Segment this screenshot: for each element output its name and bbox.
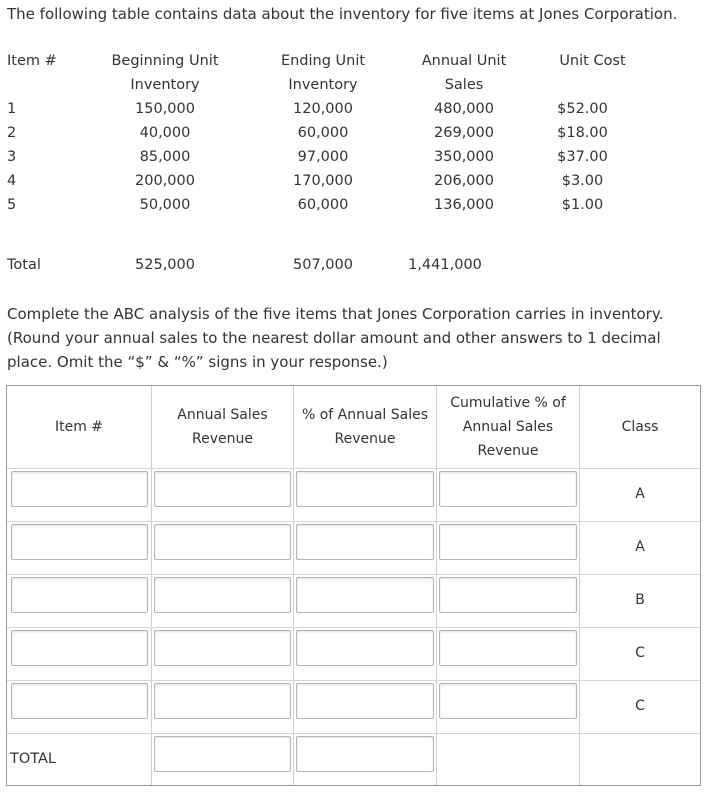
- class-label: C: [635, 645, 645, 661]
- revenue-input[interactable]: [154, 471, 291, 507]
- revenue-input[interactable]: [154, 683, 291, 719]
- grid-header-pct-line2: Revenue: [334, 431, 396, 447]
- header-ending-line1: Ending Unit: [280, 53, 366, 69]
- grid-header-cumulative: [437, 386, 579, 468]
- grid-divider: [7, 733, 700, 734]
- row-annual: 136,000: [434, 197, 494, 213]
- total-beginning: 525,000: [135, 257, 195, 273]
- revenue-input[interactable]: [154, 524, 291, 560]
- row-annual: 480,000: [434, 101, 494, 117]
- class-label: A: [635, 539, 645, 555]
- grid-divider: [7, 574, 700, 575]
- row-unit-cost: $18.00: [557, 125, 608, 141]
- grid-header-pct: [294, 386, 436, 468]
- cumulative-input[interactable]: [439, 630, 577, 666]
- grid-header-revenue-line1: Annual Sales: [177, 407, 268, 423]
- pct-input[interactable]: [296, 630, 434, 666]
- pct-input[interactable]: [296, 524, 434, 560]
- row-item: 5: [7, 197, 17, 213]
- row-ending: 60,000: [297, 197, 349, 213]
- cumulative-input[interactable]: [439, 524, 577, 560]
- row-ending: 97,000: [297, 149, 349, 165]
- header-beginning-line2: Inventory: [130, 77, 200, 93]
- grid-total-label: TOTAL: [10, 751, 56, 767]
- grid-header-cum-line3: Revenue: [477, 443, 539, 459]
- intro-text: The following table contains data about the inventory for five items at Jones Corporation.: [7, 5, 678, 23]
- abc-analysis-grid: [6, 385, 701, 786]
- row-ending: 60,000: [297, 125, 349, 141]
- row-beginning: 150,000: [135, 101, 195, 117]
- grid-header-class: Class: [621, 419, 659, 435]
- header-annual-line2: Sales: [444, 77, 484, 93]
- total-pct-input[interactable]: [296, 736, 434, 772]
- total-annual: 1,441,000: [408, 257, 482, 273]
- row-unit-cost: $1.00: [561, 197, 604, 213]
- grid-header-cum-line2: Annual Sales: [462, 419, 554, 435]
- header-annual-sales: [399, 49, 529, 97]
- total-ending: 507,000: [293, 257, 353, 273]
- revenue-input[interactable]: [154, 630, 291, 666]
- row-annual: 269,000: [434, 125, 494, 141]
- row-beginning: 85,000: [139, 149, 191, 165]
- item-input[interactable]: [11, 471, 148, 507]
- pct-input[interactable]: [296, 471, 434, 507]
- header-unit-cost: Unit Cost: [559, 53, 626, 69]
- instructions-text: Complete the ABC analysis of the five items that Jones Corporation carries in inventory. (Round your annual sales to the nearest dollar amount and other answers to 1 decimal place. Omit the “$” & “%” signs in your response.): [7, 305, 664, 371]
- revenue-input[interactable]: [154, 577, 291, 613]
- class-label: A: [635, 486, 645, 502]
- pct-input[interactable]: [296, 577, 434, 613]
- row-unit-cost: $3.00: [561, 173, 604, 189]
- item-input[interactable]: [11, 577, 148, 613]
- grid-divider: [7, 680, 700, 681]
- item-input[interactable]: [11, 524, 148, 560]
- row-item: 4: [7, 173, 17, 189]
- row-annual: 350,000: [434, 149, 494, 165]
- grid-divider: [7, 468, 700, 469]
- header-beginning: [95, 49, 235, 97]
- grid-header-pct-line1: % of Annual Sales: [301, 407, 429, 423]
- row-unit-cost: $52.00: [557, 101, 608, 117]
- row-ending: 120,000: [293, 101, 353, 117]
- row-item: 3: [7, 149, 17, 165]
- cumulative-input[interactable]: [439, 471, 577, 507]
- class-label: B: [635, 592, 645, 608]
- header-ending: [258, 49, 388, 97]
- item-input[interactable]: [11, 630, 148, 666]
- row-item: 1: [7, 101, 17, 117]
- total-revenue-input[interactable]: [154, 736, 291, 772]
- row-beginning: 50,000: [139, 197, 191, 213]
- header-annual-line1: Annual Unit: [421, 53, 507, 69]
- cumulative-input[interactable]: [439, 577, 577, 613]
- grid-divider: [7, 521, 700, 522]
- grid-divider: [7, 627, 700, 628]
- row-annual: 206,000: [434, 173, 494, 189]
- row-beginning: 40,000: [139, 125, 191, 141]
- row-beginning: 200,000: [135, 173, 195, 189]
- grid-header-cum-line1: Cumulative % of: [450, 395, 566, 411]
- grid-header-revenue: [152, 386, 293, 468]
- class-label: C: [635, 698, 645, 714]
- header-item: Item #: [7, 53, 57, 69]
- header-ending-line2: Inventory: [288, 77, 358, 93]
- pct-input[interactable]: [296, 683, 434, 719]
- total-label: Total: [7, 257, 41, 273]
- cumulative-input[interactable]: [439, 683, 577, 719]
- grid-header-item: Item #: [54, 419, 104, 435]
- header-beginning-line1: Beginning Unit: [111, 53, 219, 69]
- item-input[interactable]: [11, 683, 148, 719]
- row-unit-cost: $37.00: [557, 149, 608, 165]
- row-item: 2: [7, 125, 17, 141]
- grid-header-revenue-line2: Revenue: [192, 431, 253, 447]
- row-ending: 170,000: [293, 173, 353, 189]
